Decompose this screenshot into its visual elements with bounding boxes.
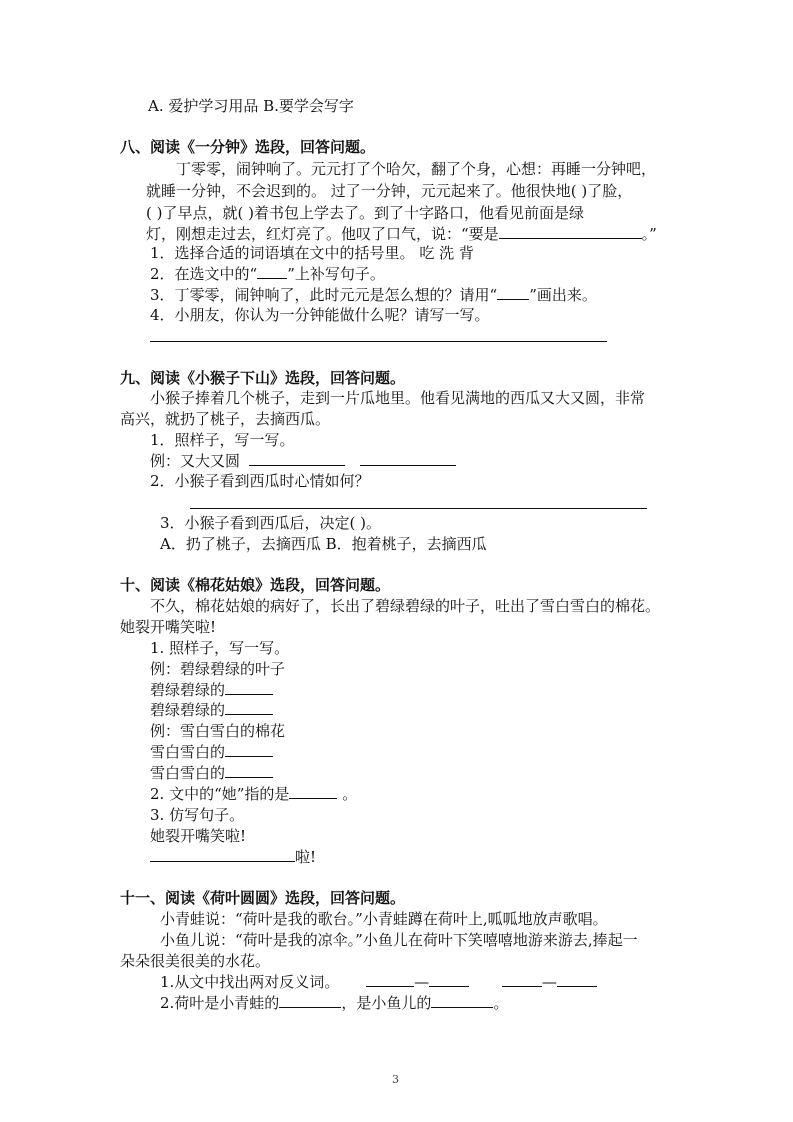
answer-line[interactable] (190, 508, 647, 509)
model-sentence: 她裂开嘴笑啦! (150, 827, 247, 845)
fill-line (150, 742, 273, 762)
question-3: 3．小猴子看到西瓜后，决定( )。 (160, 514, 382, 532)
fill-text: 雪白雪白的 (150, 743, 226, 761)
answer-blank[interactable] (225, 680, 273, 695)
fill-line (150, 763, 273, 783)
fill-text: 碧绿碧绿的 (150, 701, 226, 719)
answer-blank[interactable] (225, 700, 273, 715)
answer-blank[interactable] (257, 264, 287, 279)
question-1: 1．照样子，写一写。 (150, 431, 295, 449)
imitation-tail: 啦! (295, 848, 317, 866)
fill-text: 雪白雪白的 (150, 764, 226, 782)
question-3: 3. 仿写句子。 (150, 806, 245, 824)
dash: — (541, 973, 557, 991)
answer-blank[interactable] (225, 763, 273, 778)
answer-blank[interactable] (429, 972, 469, 987)
passage-line: 朵朵很美很美的水花。 (120, 952, 271, 970)
question-2 (160, 993, 508, 1013)
answer-blank[interactable] (279, 993, 341, 1008)
fill-line (150, 700, 273, 720)
question-text: 。 (337, 785, 358, 803)
example-text: 例：又大又圆 (150, 452, 241, 470)
question-text: 3．丁零零，闹钟响了，此时元元是怎么想的？请用“ (150, 286, 498, 304)
options-line: A．扔了桃子，去摘西瓜 B．抱着桃子，去摘西瓜 (160, 535, 487, 553)
question-2 (150, 264, 385, 284)
answer-line[interactable] (150, 341, 607, 342)
passage-text: 。” (641, 225, 657, 243)
dash: — (414, 973, 430, 991)
passage-line: 小青蛙说：“荷叶是我的歌台。”小青蛙蹲在荷叶上,呱呱地放声歌唱。 (160, 910, 608, 928)
question-3 (150, 285, 597, 305)
page-number: 3 (392, 1073, 399, 1086)
section-11-heading: 十一、阅读《荷叶圆圆》选段，回答问题。 (120, 889, 406, 907)
question-text: ”上补写句子。 (287, 265, 385, 283)
section-10-heading: 十、阅读《棉花姑娘》选段，回答问题。 (120, 576, 391, 594)
passage-line: 就睡一分钟，不会迟到的。 过了一分钟，元元起来了。他很快地( )了脸， (146, 182, 633, 200)
options-line: A. 爱护学习用品 B.要学会写字 (148, 97, 354, 115)
answer-blank[interactable] (225, 742, 273, 757)
passage-line (146, 224, 657, 244)
question-1 (160, 972, 597, 992)
answer-blank[interactable] (502, 972, 542, 987)
question-text: 2. 文中的“她”指的是 (150, 785, 290, 803)
imitation-line (150, 847, 316, 867)
passage-line: 不久，棉花姑娘的病好了，长出了碧绿碧绿的叶子，吐出了雪白雪白的棉花。 (150, 597, 661, 615)
answer-blank[interactable] (289, 784, 337, 799)
question-text: ，是小鱼儿的 (341, 994, 432, 1012)
answer-blank[interactable] (249, 451, 345, 466)
section-9-heading: 九、阅读《小猴子下山》选段，回答问题。 (120, 369, 406, 387)
passage-line: 小鱼儿说：“荷叶是我的凉伞。”小鱼儿在荷叶下笑嘻嘻地游来游去,捧起一 (160, 931, 638, 949)
question-text: 。 (493, 994, 509, 1012)
question-text: 2.荷叶是小青蛙的 (160, 994, 280, 1012)
question-text: ”画出来。 (529, 286, 597, 304)
answer-blank[interactable] (499, 224, 642, 239)
question-text: 2．在选文中的“ (150, 265, 258, 283)
passage-line: ( )了早点，就( )着书包上学去了。到了十字路口，他看见前面是绿 (146, 204, 584, 222)
question-2: 2．小猴子看到西瓜时心情如何？ (150, 472, 370, 490)
question-1: 1. 照样子，写一写。 (150, 639, 290, 657)
fill-text: 碧绿碧绿的 (150, 681, 226, 699)
answer-blank[interactable] (360, 451, 456, 466)
passage-line: 高兴，就扔了桃子，去摘西瓜。 (120, 410, 331, 428)
passage-line: 小猴子捧着几个桃子，走到一片瓜地里。他看见满地的西瓜又大又圆，非常 (150, 389, 646, 407)
example-line (150, 451, 456, 471)
passage-text: 灯，刚想走过去，红灯亮了。他叹了口气，说：“要是 (146, 225, 499, 243)
passage-line: 丁零零，闹钟响了。元元打了个哈欠，翻了个身，心想：再睡一分钟吧， (176, 160, 657, 178)
question-4: 4．小朋友，你认为一分钟能做什么呢？请写一写。 (150, 306, 490, 324)
example-line: 例：雪白雪白的棉花 (150, 722, 286, 740)
fill-line (150, 680, 273, 700)
answer-blank[interactable] (497, 285, 529, 300)
answer-blank[interactable] (150, 847, 295, 862)
passage-line: 她裂开嘴笑啦! (120, 618, 217, 636)
answer-blank[interactable] (431, 993, 493, 1008)
question-text: 1.从文中找出两对反义词。 (160, 973, 340, 991)
example-line: 例：碧绿碧绿的叶子 (150, 660, 286, 678)
question-1: 1．选择合适的词语填在文中的括号里。 吃 洗 背 (150, 244, 474, 262)
answer-blank[interactable] (557, 972, 597, 987)
section-8-heading: 八、阅读《一分钟》选段，回答问题。 (120, 138, 376, 156)
answer-blank[interactable] (366, 972, 414, 987)
question-2 (150, 784, 357, 804)
